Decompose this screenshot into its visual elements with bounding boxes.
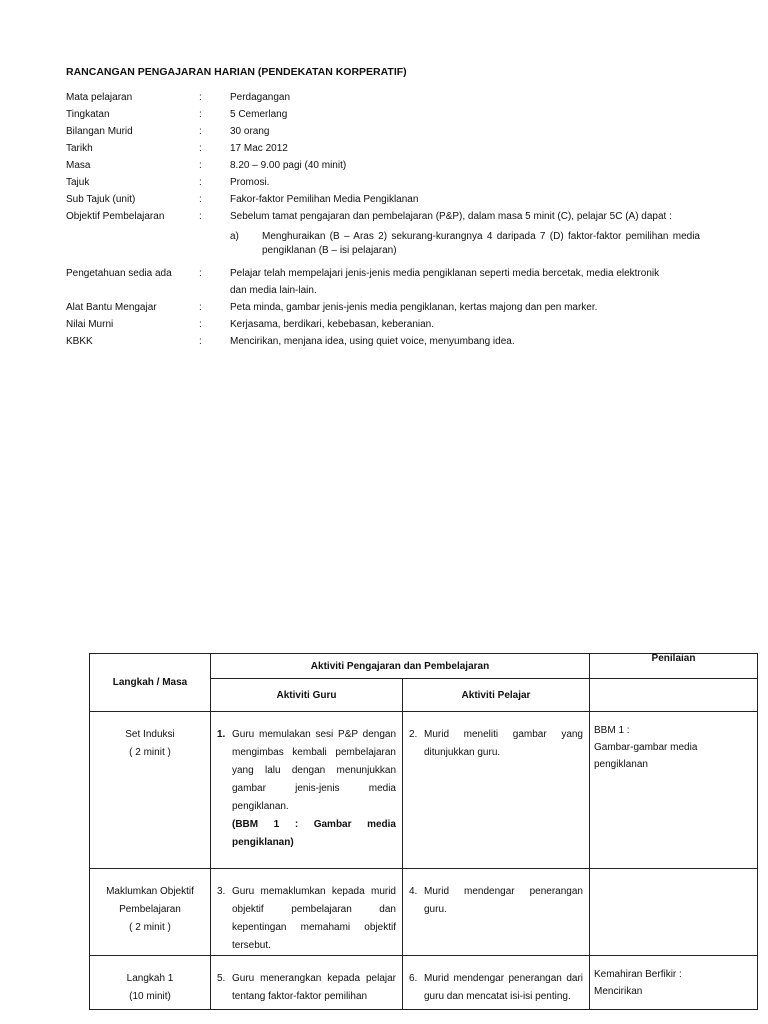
header-penilaian-label: Penilaian (651, 653, 696, 664)
header-langkah: Langkah / Masa (90, 654, 211, 712)
objective-item-marker: a) (230, 231, 239, 242)
info-label: Alat Bantu Mengajar (66, 302, 157, 313)
assessment-line1: BBM 1 : (594, 725, 630, 736)
info-colon: : (199, 143, 202, 154)
info-colon: : (199, 194, 202, 205)
prior-knowledge-line1: Pelajar telah mempelajari jenis-jenis media pengiklanan seperti media bercetak, media elektronik (230, 268, 660, 279)
table-header-row (90, 654, 758, 679)
info-row-date (66, 140, 716, 157)
teacher-text: Guru memulakan sesi P&P dengan mengimbas kembali pembelajaran yang lalu dengan menunjukkan gambar jenis-jenis media pengiklanan. (232, 729, 396, 812)
assessment-cell (590, 869, 758, 956)
objective-text: Sebelum tamat pengajaran dan pembelajaran (P&P), dalam masa 5 minit (C), pelajar 5C (A) dapat : (230, 211, 672, 222)
step-cell (90, 712, 211, 869)
info-row-students (66, 123, 716, 140)
prior-knowledge-line2: dan media lain-lain. (230, 285, 317, 296)
step-name: Set Induksi (125, 729, 175, 740)
info-colon: : (199, 302, 202, 313)
info-value: 5 Cemerlang (230, 109, 288, 120)
header-penilaian (590, 654, 758, 679)
item-number: 6. (409, 973, 418, 984)
assessment-line1: Kemahiran Berfikir : (594, 969, 682, 980)
step-name-line2: Pembelajaran (119, 904, 181, 915)
assessment-cell (590, 956, 758, 1010)
step-time: ( 2 minit ) (129, 747, 171, 758)
teacher-bbm: (BBM 1 : Gambar media pengiklanan) (232, 819, 396, 848)
info-label: Sub Tajuk (unit) (66, 194, 136, 205)
info-row-prior-knowledge (66, 265, 716, 299)
info-row-form (66, 106, 716, 123)
item-text: Murid mendengar penerangan guru. (424, 886, 583, 915)
info-value: Fakor-faktor Pemilihan Media Pengiklanan (230, 194, 419, 205)
info-label: Objektif Pembelajaran (66, 211, 165, 222)
item-text: Murid mendengar penerangan dari guru dan mencatat isi-isi penting. (424, 973, 583, 1002)
info-value (230, 208, 700, 265)
info-row-teaching-aids (66, 299, 716, 316)
lesson-plan-table (89, 653, 758, 1010)
info-label: Tingkatan (66, 109, 110, 120)
step-cell (90, 869, 211, 956)
item-text (232, 726, 396, 852)
teacher-activity (211, 712, 403, 869)
info-label: Bilangan Murid (66, 126, 133, 137)
info-colon: : (199, 319, 202, 330)
teacher-activity (211, 869, 403, 956)
lesson-info (66, 89, 716, 350)
step-name: Maklumkan Objektif (106, 886, 194, 897)
info-value: Perdagangan (230, 92, 291, 103)
info-value: 17 Mac 2012 (230, 143, 288, 154)
table-row (90, 712, 758, 869)
item-text: Guru memaklumkan kepada murid objektif pembelajaran dan kepentingan memahami objektif tersebut. (232, 886, 396, 951)
info-label: KBKK (66, 336, 93, 347)
student-activity (403, 869, 590, 956)
item-number: 5. (217, 973, 226, 984)
item-number: 1. (217, 729, 226, 740)
info-value: Peta minda, gambar jenis-jenis media pengiklanan, kertas majong dan pen marker. (230, 302, 598, 313)
student-activity (403, 956, 590, 1010)
info-row-objective (66, 208, 716, 265)
info-label: Pengetahuan sedia ada (66, 268, 172, 279)
info-label: Tajuk (66, 177, 90, 188)
page-title: RANCANGAN PENGAJARAN HARIAN (PENDEKATAN KORPERATIF) (66, 66, 407, 78)
info-value: 30 orang (230, 126, 270, 137)
info-label: Nilai Murni (66, 319, 114, 330)
header-aktiviti-pelajar: Aktiviti Pelajar (403, 679, 590, 712)
objective-item (230, 230, 700, 258)
teacher-activity (211, 956, 403, 1010)
step-cell (90, 956, 211, 1010)
table-row (90, 956, 758, 1010)
info-colon: : (199, 268, 202, 279)
info-colon: : (199, 160, 202, 171)
assessment-line2: Mencirikan (594, 986, 643, 997)
header-aktiviti: Aktiviti Pengajaran dan Pembelajaran (211, 654, 590, 679)
step-time: (10 minit) (129, 991, 171, 1002)
assessment-line2: Gambar-gambar media pengiklanan (594, 742, 698, 770)
info-label: Tarikh (66, 143, 93, 154)
info-value: Kerjasama, berdikari, kebebasan, keberanian. (230, 319, 435, 330)
step-time: ( 2 minit ) (129, 922, 171, 933)
info-value (230, 265, 700, 299)
info-colon: : (199, 177, 202, 188)
table-row (90, 869, 758, 956)
info-colon: : (199, 336, 202, 347)
info-row-subject (66, 89, 716, 106)
info-colon: : (199, 109, 202, 120)
info-colon: : (199, 126, 202, 137)
item-number: 2. (409, 729, 418, 740)
assessment-cell (590, 712, 758, 869)
objective-item-text: Menghuraikan (B – Aras 2) sekurang-kurangnya 4 daripada 7 (D) faktor-faktor pemilihan media pengiklanan (B – isi pelajaran) (262, 231, 700, 256)
info-label: Masa (66, 160, 91, 171)
info-value: Promosi. (230, 177, 270, 188)
student-activity (403, 712, 590, 869)
info-row-time (66, 157, 716, 174)
item-text: Murid meneliti gambar yang ditunjukkan guru. (424, 729, 583, 758)
info-colon: : (199, 92, 202, 103)
info-row-subtopic (66, 191, 716, 208)
info-row-kbkk (66, 333, 716, 350)
info-row-values (66, 316, 716, 333)
step-name: Langkah 1 (126, 973, 174, 984)
header-empty (590, 679, 758, 712)
info-value: 8.20 – 9.00 pagi (40 minit) (230, 160, 347, 171)
info-colon: : (199, 211, 202, 222)
item-text: Guru menerangkan kepada pelajar tentang faktor-faktor pemilihan (232, 973, 396, 1002)
header-aktiviti-guru: Aktiviti Guru (211, 679, 403, 712)
item-number: 4. (409, 886, 418, 897)
item-number: 3. (217, 886, 226, 897)
info-value: Mencirikan, menjana idea, using quiet voice, menyumbang idea. (230, 336, 515, 347)
info-row-topic (66, 174, 716, 191)
info-label: Mata pelajaran (66, 92, 133, 103)
